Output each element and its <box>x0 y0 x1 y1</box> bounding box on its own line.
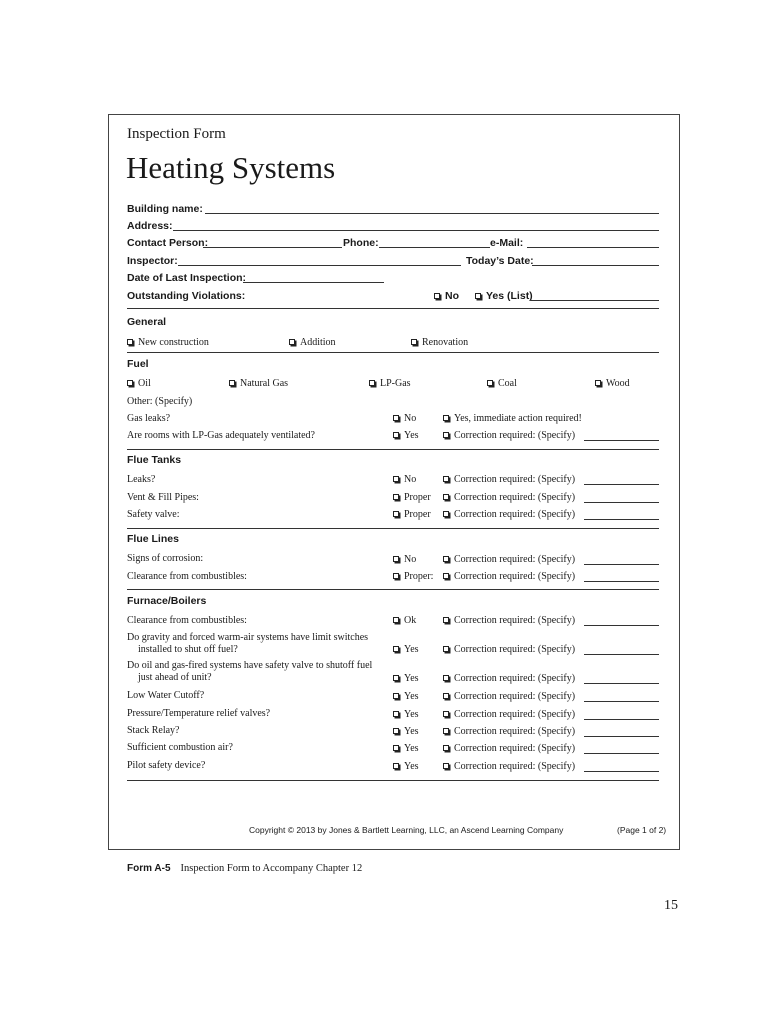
option-label: Yes <box>404 726 419 737</box>
furnace-section-title: Furnace/Boilers <box>127 595 207 607</box>
contact-person-label: Contact Person: <box>127 237 209 249</box>
option-label: No <box>404 474 417 485</box>
option-label: Yes <box>404 430 419 441</box>
option-label: Yes <box>404 691 419 702</box>
question-label-continued: installed to shut off fuel? <box>138 644 238 655</box>
option-label: Correction required: (Specify) <box>454 430 576 441</box>
checkbox-icon[interactable] <box>393 432 399 438</box>
question-label: Pressure/Temperature relief valves? <box>127 708 271 719</box>
question-label: Are rooms with LP-Gas adequately ventilated? <box>127 430 315 441</box>
option-label: Correction required: (Specify) <box>454 509 576 520</box>
divider <box>127 589 659 590</box>
option-label: Correction required: (Specify) <box>454 691 576 702</box>
email-field[interactable] <box>527 247 659 248</box>
checkbox-icon[interactable] <box>487 380 493 386</box>
option-label: Addition <box>300 337 336 348</box>
option-label: Correction required: (Specify) <box>454 474 576 485</box>
correction-option[interactable] <box>443 430 575 441</box>
question-label: Leaks? <box>127 474 156 485</box>
specify-field[interactable] <box>584 683 659 684</box>
answer-option[interactable] <box>393 743 419 754</box>
checkbox-icon[interactable] <box>393 728 399 734</box>
option-label: Correction required: (Specify) <box>454 492 576 503</box>
caption-label: Form A-5 <box>127 863 171 874</box>
specify-field[interactable] <box>584 625 659 626</box>
answer-option[interactable] <box>393 761 419 772</box>
checkbox-icon[interactable] <box>443 763 449 769</box>
action-option[interactable] <box>443 413 582 424</box>
outstanding-violations-label: Outstanding Violations: <box>127 290 246 302</box>
checkbox-icon[interactable] <box>393 763 399 769</box>
fuel-section-title: Fuel <box>127 358 149 370</box>
divider <box>127 780 659 781</box>
option-label: Correction required: (Specify) <box>454 615 576 626</box>
option-label: LP-Gas <box>380 378 411 389</box>
checkbox-icon[interactable] <box>475 293 481 299</box>
specify-field[interactable] <box>584 654 659 655</box>
correction-option[interactable] <box>443 761 575 772</box>
checkbox-icon[interactable] <box>127 380 133 386</box>
checkbox-icon[interactable] <box>443 745 449 751</box>
question-label: Clearance from combustibles: <box>127 571 247 582</box>
specify-field[interactable] <box>584 484 659 485</box>
violations-no-label: No <box>445 290 459 302</box>
option-label: Correction required: (Specify) <box>454 571 576 582</box>
question-label: Clearance from combustibles: <box>127 615 247 626</box>
address-field[interactable] <box>173 230 659 231</box>
correction-option[interactable] <box>443 474 575 485</box>
date-last-inspection-label: Date of Last Inspection: <box>127 272 247 284</box>
page-indicator: (Page 1 of 2) <box>617 825 667 835</box>
answer-option[interactable] <box>393 509 431 520</box>
page-number: 15 <box>664 898 678 913</box>
answer-option[interactable] <box>393 571 433 582</box>
general-option-new-construction[interactable] <box>127 337 209 348</box>
specify-field[interactable] <box>584 581 659 582</box>
correction-option[interactable] <box>443 743 575 754</box>
correction-option[interactable] <box>443 691 575 702</box>
question-label: Do oil and gas-fired systems have safety valve to shutoff fuel <box>127 660 373 671</box>
checkbox-icon[interactable] <box>411 339 417 345</box>
option-label: No <box>404 554 417 565</box>
building-name-field[interactable] <box>205 213 659 214</box>
checkbox-icon[interactable] <box>443 511 449 517</box>
answer-option[interactable] <box>393 726 419 737</box>
divider <box>127 308 659 309</box>
option-label: New construction <box>138 337 209 348</box>
checkbox-icon[interactable] <box>289 339 295 345</box>
form-title: Heating Systems <box>126 150 336 185</box>
correction-option[interactable] <box>443 726 575 737</box>
option-label: Correction required: (Specify) <box>454 726 576 737</box>
general-section-title: General <box>127 316 167 328</box>
checkbox-icon[interactable] <box>393 675 399 681</box>
answer-option[interactable] <box>393 413 416 424</box>
answer-option[interactable] <box>393 492 431 503</box>
violations-no-option[interactable] <box>434 290 459 302</box>
specify-field[interactable] <box>584 719 659 720</box>
fuel-option-coal[interactable] <box>487 378 517 389</box>
option-label: Yes <box>404 709 419 720</box>
correction-option[interactable] <box>443 554 575 565</box>
option-label: Coal <box>498 378 517 389</box>
flue-tanks-section-title: Flue Tanks <box>127 454 182 466</box>
option-label: Proper <box>404 492 431 503</box>
checkbox-icon[interactable] <box>229 380 235 386</box>
answer-option[interactable] <box>393 554 416 565</box>
option-label: Natural Gas <box>240 378 289 389</box>
question-label: Gas leaks? <box>127 413 171 424</box>
correction-option[interactable] <box>443 673 575 684</box>
fuel-option-oil[interactable] <box>127 378 151 389</box>
checkbox-icon[interactable] <box>393 494 399 500</box>
option-label: Wood <box>606 378 630 389</box>
question-label: Safety valve: <box>127 509 180 520</box>
question-label-continued: just ahead of unit? <box>138 672 212 683</box>
question-label: Low Water Cutoff? <box>127 690 205 701</box>
specify-field[interactable] <box>584 753 659 754</box>
option-label: Proper: <box>404 571 434 582</box>
checkbox-icon[interactable] <box>443 432 449 438</box>
correction-option[interactable] <box>443 709 575 720</box>
option-label: Correction required: (Specify) <box>454 673 576 684</box>
phone-field[interactable] <box>379 247 490 248</box>
question-label: Vent & Fill Pipes: <box>127 492 199 503</box>
checkbox-icon[interactable] <box>393 511 399 517</box>
divider <box>127 352 659 353</box>
option-label: No <box>404 413 417 424</box>
question-label: Stack Relay? <box>127 725 180 736</box>
todays-date-field[interactable] <box>532 265 659 266</box>
form-subtitle: Inspection Form <box>127 126 226 142</box>
question-label: Pilot safety device? <box>127 760 206 771</box>
checkbox-icon[interactable] <box>127 339 133 345</box>
checkbox-icon[interactable] <box>393 573 399 579</box>
answer-option[interactable] <box>393 691 419 702</box>
violations-yes-label: Yes (List) <box>486 290 533 302</box>
caption-text: Inspection Form to Accompany Chapter 12 <box>180 863 363 874</box>
answer-option[interactable] <box>393 474 416 485</box>
checkbox-icon[interactable] <box>443 476 449 482</box>
inspector-label: Inspector: <box>127 255 178 267</box>
checkbox-icon[interactable] <box>443 494 449 500</box>
specify-field[interactable] <box>584 440 659 441</box>
option-label: Correction required: (Specify) <box>454 743 576 754</box>
general-option-addition[interactable] <box>289 337 336 348</box>
contact-person-field[interactable] <box>203 247 342 248</box>
checkbox-icon[interactable] <box>595 380 601 386</box>
checkbox-icon[interactable] <box>393 556 399 562</box>
specify-field[interactable] <box>584 502 659 503</box>
email-label: e-Mail: <box>490 237 524 249</box>
option-label: Yes <box>404 644 419 655</box>
checkbox-icon[interactable] <box>443 415 449 421</box>
checkbox-icon[interactable] <box>393 646 399 652</box>
checkbox-icon[interactable] <box>443 693 449 699</box>
checkbox-icon[interactable] <box>393 476 399 482</box>
fuel-option-natural-gas[interactable] <box>229 378 288 389</box>
checkbox-icon[interactable] <box>443 711 449 717</box>
option-label: Yes <box>404 761 419 772</box>
checkbox-icon[interactable] <box>443 573 449 579</box>
checkbox-icon[interactable] <box>434 293 440 299</box>
building-name-label: Building name: <box>127 203 203 215</box>
option-label: Yes <box>404 673 419 684</box>
fuel-option-lp-gas[interactable] <box>369 378 411 389</box>
answer-option[interactable] <box>393 644 419 655</box>
correction-option[interactable] <box>443 509 575 520</box>
correction-option[interactable] <box>443 571 575 582</box>
answer-option[interactable] <box>393 709 419 720</box>
question-label: Sufficient combustion air? <box>127 742 233 753</box>
specify-field[interactable] <box>584 701 659 702</box>
checkbox-icon[interactable] <box>393 415 399 421</box>
checkbox-icon[interactable] <box>369 380 375 386</box>
option-label: Renovation <box>422 337 469 348</box>
option-label: Proper <box>404 509 431 520</box>
question-label: Signs of corrosion: <box>127 553 204 564</box>
question-label: Do gravity and forced warm-air systems have limit switches <box>127 632 369 643</box>
flue-lines-section-title: Flue Lines <box>127 533 179 545</box>
option-label: Correction required: (Specify) <box>454 709 576 720</box>
copyright-text: Copyright © 2013 by Jones & Bartlett Learning, LLC, an Ascend Learning Company <box>249 825 564 835</box>
option-label: Correction required: (Specify) <box>454 761 576 772</box>
option-label: Ok <box>404 615 417 626</box>
checkbox-icon[interactable] <box>393 693 399 699</box>
option-label: Yes <box>404 743 419 754</box>
form-caption <box>127 858 362 876</box>
violations-yes-option[interactable] <box>475 290 533 302</box>
answer-option[interactable] <box>393 615 416 626</box>
divider <box>127 449 659 450</box>
violations-list-field[interactable] <box>531 300 659 301</box>
specify-field[interactable] <box>584 564 659 565</box>
date-last-inspection-field[interactable] <box>243 282 384 283</box>
phone-label: Phone: <box>343 237 379 249</box>
correction-option[interactable] <box>443 644 575 655</box>
option-label: Yes, immediate action required! <box>454 413 582 424</box>
fuel-option-wood[interactable] <box>595 378 630 389</box>
answer-option[interactable] <box>393 430 419 441</box>
checkbox-icon[interactable] <box>443 675 449 681</box>
specify-field[interactable] <box>584 736 659 737</box>
checkbox-icon[interactable] <box>443 617 449 623</box>
checkbox-icon[interactable] <box>393 617 399 623</box>
inspector-field[interactable] <box>178 265 461 266</box>
option-label: Correction required: (Specify) <box>454 644 576 655</box>
option-label: Oil <box>138 378 151 389</box>
address-label: Address: <box>127 220 173 232</box>
correction-option[interactable] <box>443 615 575 626</box>
fuel-other-label: Other: (Specify) <box>127 396 193 407</box>
option-label: Correction required: (Specify) <box>454 554 576 565</box>
checkbox-icon[interactable] <box>443 728 449 734</box>
correction-option[interactable] <box>443 492 575 503</box>
todays-date-label: Today’s Date: <box>466 255 534 267</box>
checkbox-icon[interactable] <box>443 646 449 652</box>
checkbox-icon[interactable] <box>393 711 399 717</box>
specify-field[interactable] <box>584 519 659 520</box>
answer-option[interactable] <box>393 673 419 684</box>
general-option-renovation[interactable] <box>411 337 468 348</box>
specify-field[interactable] <box>584 771 659 772</box>
checkbox-icon[interactable] <box>393 745 399 751</box>
checkbox-icon[interactable] <box>443 556 449 562</box>
divider <box>127 528 659 529</box>
